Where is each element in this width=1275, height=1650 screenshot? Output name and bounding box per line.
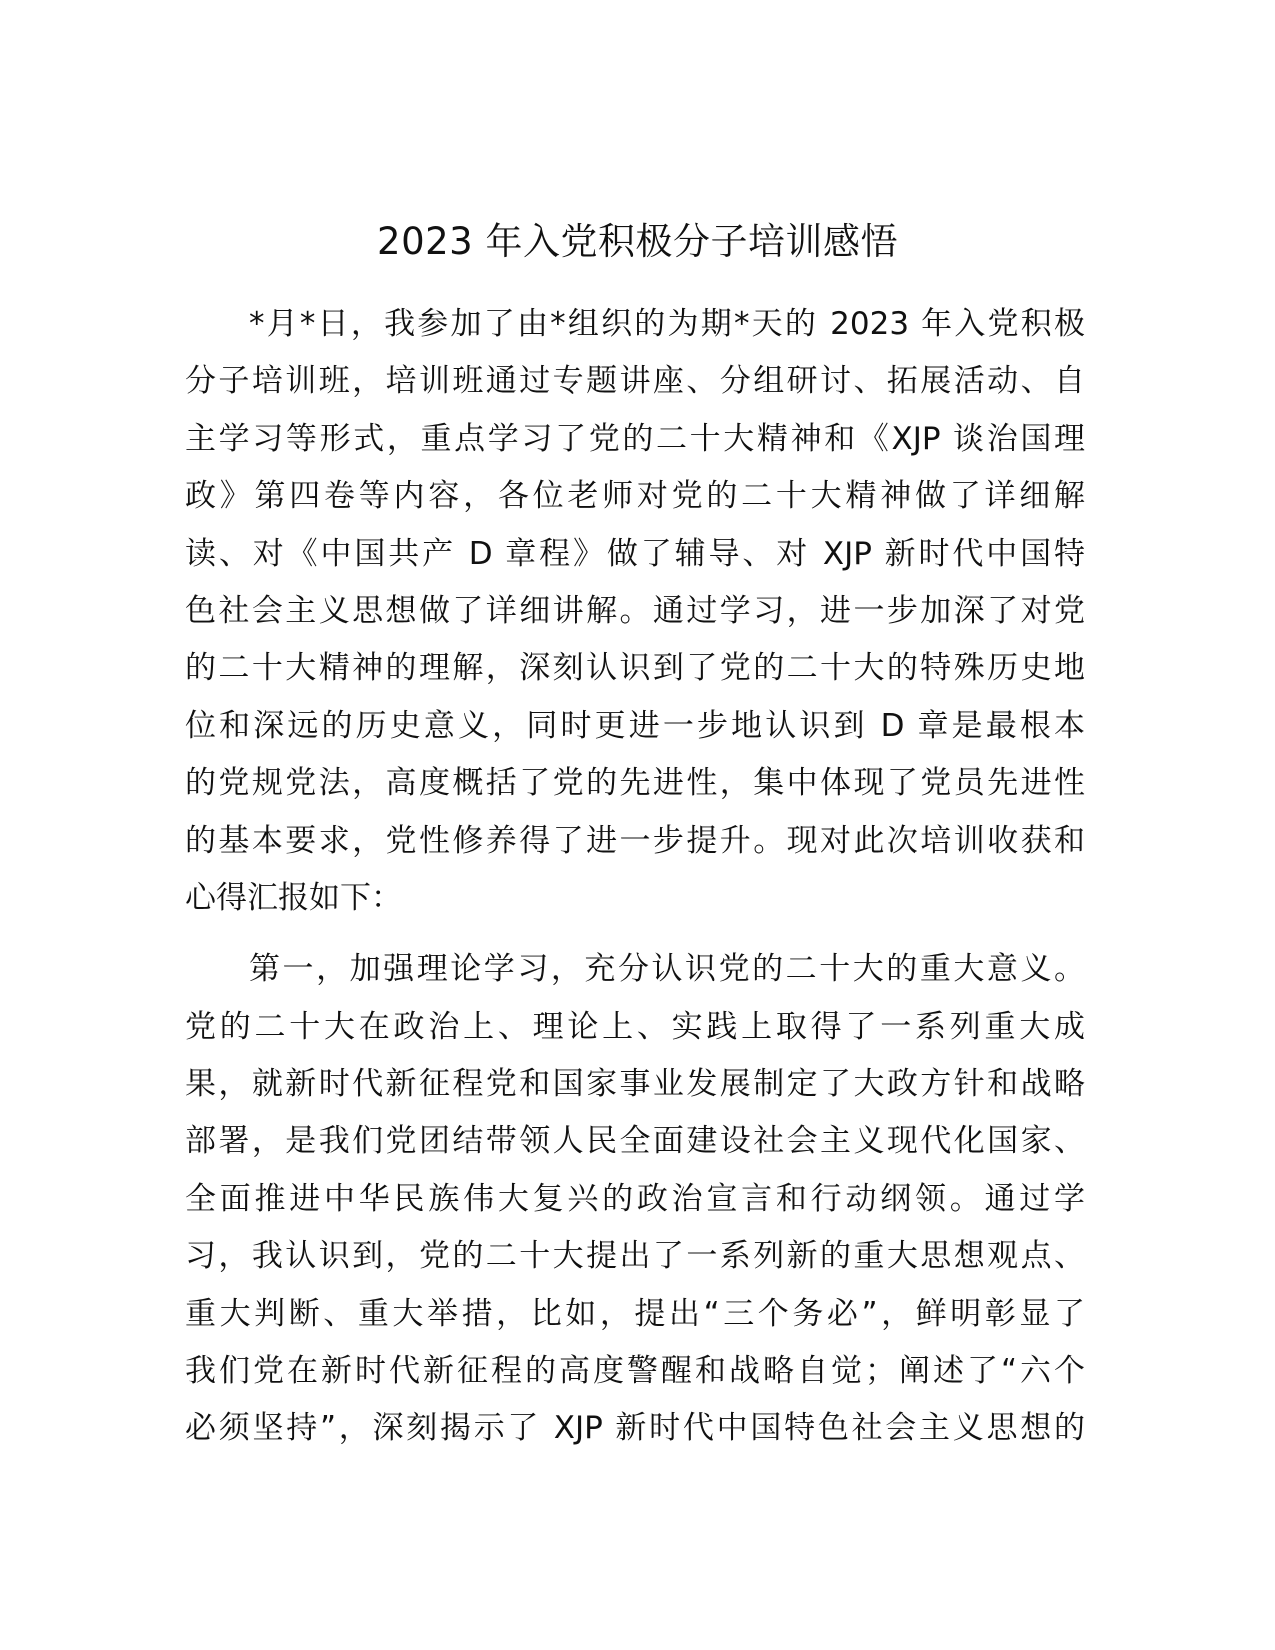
paragraph-line: 色社会主义思想做了详细讲解。通过学习，进一步加深了对党 — [185, 592, 1085, 629]
paragraph-line: 政》第四卷等内容，各位老师对党的二十大精神做了详细解 — [185, 478, 1085, 515]
paragraph-line: 全面推进中华民族伟大复兴的政治宣言和行动纲领。通过学 — [185, 1180, 1085, 1217]
paragraph-line: 必须坚持”，深刻揭示了 XJP 新时代中国特色社会主义思想的 — [185, 1410, 1085, 1447]
paragraph-line: 重大判断、重大举措，比如，提出“三个务必”，鲜明彰显了 — [185, 1295, 1085, 1332]
paragraph-line: 主学习等形式，重点学习了党的二十大精神和《XJP 谈治国理 — [185, 420, 1085, 457]
paragraph-line: 部署，是我们党团结带领人民全面建设社会主义现代化国家、 — [185, 1123, 1085, 1160]
paragraph-line: 的基本要求，党性修养得了进一步提升。现对此次培训收获和 — [185, 822, 1085, 859]
paragraph-line: 果，就新时代新征程党和国家事业发展制定了大政方针和战略 — [185, 1066, 1085, 1103]
paragraph-line: *月*日，我参加了由*组织的为期*天的 2023 年入党积极 — [249, 306, 1085, 342]
paragraph-line: 习，我认识到，党的二十大提出了一系列新的重大思想观点、 — [185, 1238, 1085, 1275]
paragraph-line: 心得汇报如下： — [185, 879, 402, 916]
paragraph-line: 第一，加强理论学习，充分认识党的二十大的重大意义。 — [249, 951, 1085, 988]
paragraph-1 — [185, 296, 1085, 927]
paragraph-line: 读、对《中国共产 D 章程》做了辅导、对 XJP 新时代中国特 — [185, 535, 1085, 572]
paragraph-line: 的二十大精神的理解，深刻认识到了党的二十大的特殊历史地 — [185, 650, 1085, 687]
paragraph-line: 我们党在新时代新征程的高度警醒和战略自觉；阐述了“六个 — [185, 1353, 1085, 1390]
paragraph-line: 分子培训班，培训班通过专题讲座、分组研讨、拓展活动、自 — [185, 363, 1085, 400]
paragraph-2 — [185, 941, 1085, 1458]
paragraph-line: 的党规党法，高度概括了党的先进性，集中体现了党员先进性 — [185, 765, 1085, 802]
document-title: 2023 年入党积极分子培训感悟 — [377, 220, 898, 263]
paragraph-spacer — [185, 927, 1085, 941]
paragraph-line: 党的二十大在政治上、理论上、实践上取得了一系列重大成 — [185, 1008, 1085, 1045]
paragraph-line: 位和深远的历史意义，同时更进一步地认识到 D 章是最根本 — [185, 707, 1085, 744]
document-body — [185, 296, 1085, 1458]
